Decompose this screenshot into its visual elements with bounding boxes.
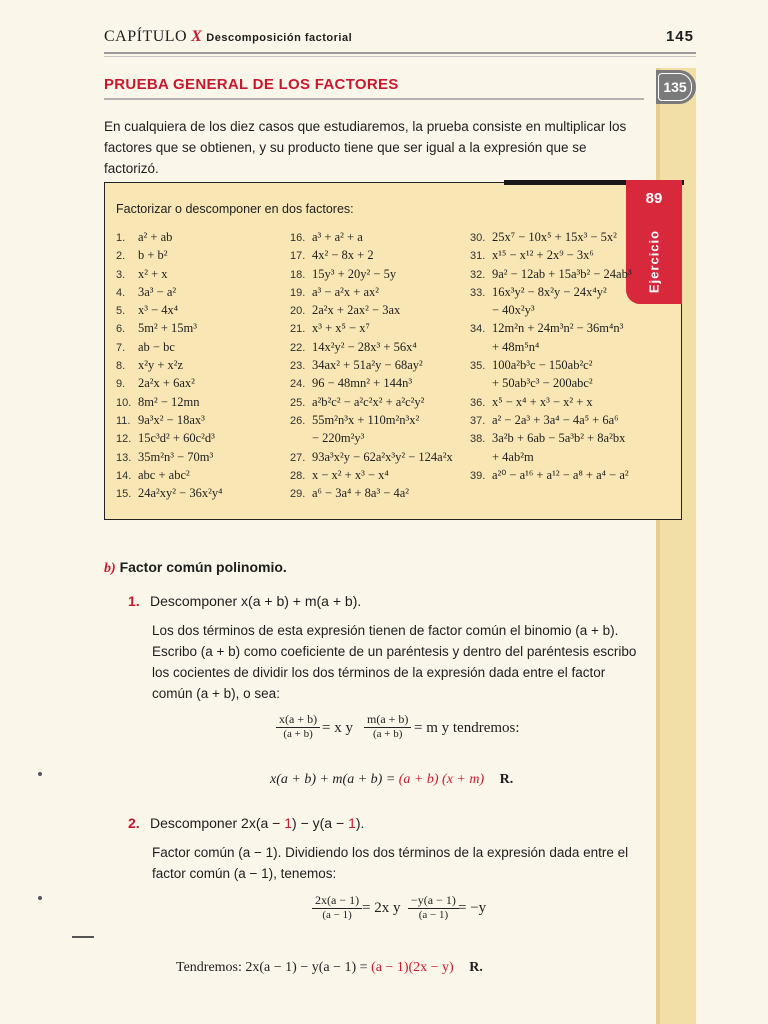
exercise-item-expression: a³ − a²x + ax² — [312, 284, 379, 299]
exercise-item-expression: + 4ab²m — [492, 449, 534, 464]
example-1-prompt — [128, 593, 361, 609]
exercise-item-number: 34. — [470, 323, 486, 336]
exercise-item-number: 5. — [116, 305, 126, 318]
exercise-item — [116, 448, 222, 466]
exercise-item — [116, 228, 222, 246]
exercise-item-number: 28. — [290, 469, 306, 482]
exercise-item-expression: 2a²x + 2ax² − 3ax — [312, 303, 401, 318]
exercise-item — [116, 484, 222, 502]
exercise-item-expression: abc + abc² — [138, 467, 190, 482]
header-rule-thin — [104, 56, 696, 57]
exercise-item-number: 23. — [290, 360, 306, 373]
exercise-item-expression: 15y³ + 20y² − 5y — [312, 266, 397, 281]
example-2-explanation: Factor común (a − 1). Dividiendo los dos términos de la expresión dada entre el factor común (a − 1), tenemos: — [152, 845, 629, 881]
fraction-denominator: (a + b) — [373, 728, 403, 740]
exercise-item-number: 1. — [116, 232, 126, 244]
example-2-eq-end: = −y — [458, 900, 487, 916]
exercise-item-number: 38. — [470, 433, 486, 446]
exercise-item — [290, 374, 453, 392]
exercise-item — [116, 338, 222, 356]
exercise-item — [290, 265, 453, 283]
exercise-item — [470, 228, 632, 246]
exercise-item-number: 30. — [470, 232, 486, 244]
exercise-item-number: 11. — [116, 414, 131, 427]
exercise-item — [470, 356, 632, 374]
exercise-item-number: 35. — [470, 360, 486, 373]
example-2-result — [176, 960, 483, 976]
exercise-item — [116, 411, 222, 429]
exercise-item — [290, 228, 453, 246]
exercise-item-number: 15. — [116, 488, 132, 501]
example-1-eq-end: = m y tendremos: — [414, 720, 520, 736]
exercise-item-expression: 9a³x² − 18ax³ — [138, 412, 205, 427]
exercise-column-2 — [290, 228, 453, 502]
exercise-item-number: 29. — [290, 488, 306, 501]
page-header — [104, 28, 694, 48]
exercise-item-expression: 3a³ − a² — [138, 284, 177, 299]
chapter-word: CAPÍTULO — [104, 28, 188, 45]
example-2-text-mid: ) − y(a − — [292, 815, 349, 831]
margin-dash — [72, 936, 94, 938]
part-b-title: Factor común polinomio. — [119, 559, 287, 575]
example-1-explanation: Los dos términos de esta expresión tienen de factor común el binomio (a + b). Escribo (a + b) como coeficiente de un paréntesis y dentro del paréntesis escribo los cocientes de dividir los dos términos de la expresión dada entre el factor común (a + b), o sea: — [152, 623, 637, 701]
exercise-item — [470, 466, 632, 484]
exercise-item — [116, 283, 222, 301]
exercise-item-number: 14. — [116, 469, 132, 482]
exercise-item-expression: 8m² − 12mn — [138, 394, 200, 409]
exercise-column-1 — [116, 228, 222, 502]
exercise-item — [290, 301, 453, 319]
exercise-item — [290, 246, 453, 264]
exercise-item — [290, 448, 453, 466]
exercise-item — [290, 411, 453, 429]
exercise-item-expression: a² + ab — [138, 230, 173, 244]
section-badge — [656, 70, 696, 104]
exercise-item — [470, 448, 632, 466]
exercise-item — [116, 466, 222, 484]
fraction-denominator: (a − 1) — [322, 909, 352, 921]
exercise-item — [290, 429, 453, 447]
exercise-item-number: 10. — [116, 396, 132, 409]
exercise-tab-label: Ejercicio — [646, 229, 662, 294]
exercise-item-number: 24. — [290, 378, 306, 391]
example-1-fraction-1 — [276, 712, 320, 740]
margin-speck — [38, 772, 42, 776]
example-2-red-2: 1 — [348, 815, 356, 831]
exercise-item-number: 17. — [290, 250, 306, 263]
result-factored: (a − 1)(2x − y) — [371, 960, 454, 975]
header-rule — [104, 52, 696, 54]
example-1-eq-mid: = x y — [322, 720, 353, 736]
exercise-item — [116, 265, 222, 283]
exercise-item-expression: ab − bc — [138, 339, 175, 354]
exercise-item — [116, 246, 222, 264]
exercise-item-expression: 96 − 48mn² + 144n³ — [312, 376, 413, 391]
example-1-fraction-2 — [364, 712, 411, 740]
exercise-item — [290, 319, 453, 337]
exercise-item — [470, 301, 632, 319]
section-title-rule — [104, 98, 644, 100]
exercise-item-expression: 2a²x + 6ax² — [138, 376, 195, 391]
exercise-item — [470, 374, 632, 392]
exercise-item — [116, 356, 222, 374]
exercise-item-number: 13. — [116, 451, 132, 464]
exercise-item-number: 9. — [116, 378, 126, 391]
exercise-item — [116, 319, 222, 337]
result-left: Tendremos: 2x(a − 1) − y(a − 1) = — [176, 960, 368, 975]
exercise-number: 89 — [645, 190, 663, 207]
exercise-item — [470, 338, 632, 356]
exercise-item-expression: + 48m⁵n⁴ — [492, 339, 540, 354]
exercise-item — [470, 265, 632, 283]
exercise-item-expression: b + b² — [138, 248, 168, 263]
exercise-item-number: 16. — [290, 232, 306, 244]
exercise-item-number: 20. — [290, 305, 306, 318]
section-badge-number: 135 — [658, 73, 692, 101]
exercise-item-expression: 3a²b + 6ab − 5a³b² + 8a²bx — [492, 431, 626, 446]
exercise-item-number: 22. — [290, 341, 306, 354]
exercise-item-number: 12. — [116, 433, 132, 446]
exercise-item — [470, 429, 632, 447]
exercise-item-number: 19. — [290, 286, 306, 299]
fraction-numerator: x(a + b) — [276, 712, 320, 728]
exercise-item-number: 6. — [116, 323, 126, 336]
exercise-item-number: 32. — [470, 268, 486, 281]
exercise-heading: Factorizar o descomponer en dos factores: — [116, 202, 354, 216]
exercise-item-number: 39. — [470, 469, 486, 482]
chapter-mark: X — [191, 28, 203, 45]
exercise-item-expression: 35m²n³ − 70m³ — [138, 449, 214, 464]
example-2-eq-mid: = 2x y — [362, 900, 401, 916]
exercise-item-number: 27. — [290, 451, 306, 464]
exercise-item-expression: − 40x²y³ — [492, 303, 535, 318]
margin-speck — [38, 896, 42, 900]
exercise-item-number: 33. — [470, 286, 486, 299]
exercise-item-number: 37. — [470, 414, 486, 427]
exercise-item-number: 25. — [290, 396, 306, 409]
exercise-item-expression: + 50ab³c³ − 200abc² — [492, 376, 593, 391]
result-factored: (a + b) (x + m) — [398, 772, 485, 787]
exercise-item — [470, 283, 632, 301]
exercise-item-expression: 34ax² + 51a²y − 68ay² — [312, 358, 423, 373]
exercise-item-number: 3. — [116, 268, 126, 281]
exercise-item-expression: x²y + x²z — [138, 358, 184, 373]
fraction-numerator: 2x(a − 1) — [312, 893, 362, 909]
exercise-item — [290, 338, 453, 356]
exercise-item-expression: 4x² − 8x + 2 — [312, 248, 374, 263]
exercise-item-expression: 24a²xy² − 36x²y⁴ — [138, 486, 223, 501]
part-b-letter: b) — [104, 561, 116, 576]
exercise-item-expression: x⁵ − x⁴ + x³ − x² + x — [492, 394, 593, 409]
exercise-item — [470, 319, 632, 337]
exercise-item-number: 8. — [116, 360, 126, 373]
example-2-text-end: ). — [355, 815, 365, 831]
exercise-item-number: 36. — [470, 396, 486, 409]
exercise-item-expression: 12m²n + 24m³n² − 36m⁴n³ — [492, 321, 624, 336]
section-title: PRUEBA GENERAL DE LOS FACTORES — [104, 76, 399, 93]
result-left: x(a + b) + m(a + b) = — [270, 772, 396, 787]
exercise-item-expression: a²b²c² − a²c²x² + a²c²y² — [312, 394, 425, 409]
exercise-column-3 — [470, 228, 632, 484]
example-2-red-1: 1 — [284, 815, 293, 831]
example-1-number: 1. — [128, 593, 140, 609]
exercise-item-expression: 5m² + 15m³ — [138, 321, 197, 336]
exercise-item-number: 18. — [290, 268, 306, 281]
exercise-item-expression: 55m²n³x + 110m²n³x² — [312, 412, 420, 427]
example-2-fraction-1 — [312, 893, 362, 921]
part-b-heading — [104, 559, 287, 577]
exercise-item-expression: 9a² − 12ab + 15a³b² − 24ab³ — [492, 266, 632, 281]
exercise-item — [470, 411, 632, 429]
chapter-heading — [104, 28, 352, 46]
example-2-text-pre: Descomponer 2x(a − — [150, 815, 285, 831]
exercise-item-expression: a⁶ − 3a⁴ + 8a³ − 4a² — [312, 486, 410, 501]
intro-paragraph: En cualquiera de los diez casos que estudiaremos, la prueba consiste en multiplicar los factores que se obtienen, y su producto tiene que ser igual a la expresión que se factorizó. — [104, 119, 627, 176]
chapter-title: Descomposición factorial — [206, 32, 353, 44]
exercise-item-expression: x³ + x⁵ − x⁷ — [312, 321, 370, 336]
exercise-item — [290, 393, 453, 411]
fraction-denominator: (a − 1) — [418, 909, 449, 921]
exercise-item-expression: 16x³y² − 8x²y − 24x⁴y² — [492, 284, 607, 299]
fraction-numerator: −y(a − 1) — [408, 893, 459, 909]
exercise-item-expression: a² − 2a³ + 3a⁴ − 4a⁵ + 6a⁶ — [492, 412, 619, 427]
exercise-item — [290, 484, 453, 502]
fraction-denominator: (a + b) — [283, 728, 313, 740]
exercise-item-expression: 15c³d² + 60c²d³ — [138, 431, 215, 446]
exercise-item — [290, 466, 453, 484]
exercise-item-expression: x − x² + x³ − x⁴ — [312, 467, 389, 482]
exercise-item — [470, 246, 632, 264]
example-2-number: 2. — [128, 815, 140, 831]
exercise-item-number: 31. — [470, 250, 486, 263]
exercise-item — [116, 374, 222, 392]
example-1-text: Descomponer x(a + b) + m(a + b). — [150, 593, 362, 609]
exercise-item-expression: − 220m²y³ — [312, 431, 365, 446]
exercise-item-expression: 100a²b³c − 150ab²c² — [492, 358, 593, 373]
exercise-item-expression: x¹⁵ − x¹² + 2x⁹ − 3x⁶ — [492, 248, 594, 263]
exercise-item-expression: a²⁰ − a¹⁶ + a¹² − a⁸ + a⁴ − a² — [492, 467, 629, 482]
exercise-item-expression: 14x²y² − 28x³ + 56x⁴ — [312, 339, 417, 354]
fraction-numerator: m(a + b) — [364, 712, 411, 728]
exercise-item-number: 26. — [290, 414, 306, 427]
exercise-item — [116, 301, 222, 319]
exercise-item-expression: x³ − 4x⁴ — [138, 303, 179, 318]
exercise-item-number: 7. — [116, 341, 126, 354]
exercise-item-expression: a³ + a² + a — [312, 230, 363, 244]
example-2-prompt — [128, 815, 364, 831]
exercise-item-expression: 93a³x²y − 62a²x³y² − 124a²x — [312, 449, 453, 464]
exercise-item — [290, 356, 453, 374]
example-2-fraction-2 — [408, 893, 459, 921]
page-number: 145 — [665, 28, 694, 45]
result-r-mark: R. — [499, 772, 514, 787]
exercise-item-expression: 25x⁷ − 10x⁵ + 15x³ − 5x² — [492, 230, 617, 244]
exercise-item-number: 2. — [116, 250, 126, 263]
result-r-mark: R. — [469, 960, 483, 975]
exercise-item — [290, 283, 453, 301]
exercise-item-expression: x² + x — [138, 266, 168, 281]
exercise-item-number: 21. — [290, 323, 306, 336]
exercise-item — [116, 393, 222, 411]
exercise-item-number: 4. — [116, 286, 126, 299]
exercise-item — [116, 429, 222, 447]
example-1-result — [270, 772, 513, 788]
exercise-item — [470, 393, 632, 411]
